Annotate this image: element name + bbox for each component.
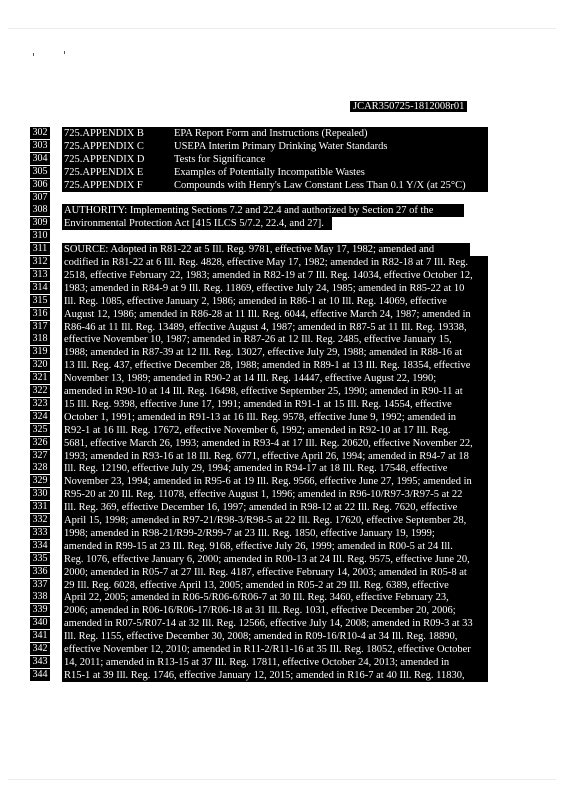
source-line — [0, 540, 566, 553]
source-line — [0, 669, 566, 682]
line-text: R15-1 at 39 Ill. Reg. 1746, effective January 12, 2015; amended in R16-7 at 40 Ill. Reg. 11830, — [62, 669, 488, 682]
line-text — [62, 153, 488, 166]
line-number: 343 — [30, 656, 50, 668]
line-number: 330 — [30, 488, 50, 500]
line-number: 310 — [30, 230, 50, 242]
line-number: 315 — [30, 295, 50, 307]
line-text: Environmental Protection Act [415 ILCS 5/7.2, 22.4, and 27]. — [62, 217, 332, 230]
source-line — [0, 501, 566, 514]
line-number: 333 — [30, 527, 50, 539]
line-number: 328 — [30, 462, 50, 474]
line-text: R92-1 at 16 Ill. Reg. 17672, effective November 6, 1992; amended in R92-10 at 17 Ill. Reg. — [62, 424, 488, 437]
line-text: SOURCE: Adopted in R81-22 at 5 Ill. Reg. 9781, effective May 17, 1982; amended and — [62, 243, 470, 256]
source-line — [0, 346, 566, 359]
line-text: Reg. 1076, effective January 6, 2000; amended in R00-13 at 24 Ill. Reg. 9575, effective June 20, — [62, 553, 488, 566]
line-text: Ill. Reg. 1155, effective December 30, 2008; amended in R09-16/R10-4 at 34 Ill. Reg. 18890, — [62, 630, 488, 643]
line-number: 337 — [30, 579, 50, 591]
line-number: 335 — [30, 553, 50, 565]
line-text — [62, 179, 488, 192]
source-line — [0, 488, 566, 501]
line-number: 332 — [30, 514, 50, 526]
source-line — [0, 462, 566, 475]
line-text: 2000; amended in R05-7 at 27 Ill. Reg. 4187, effective February 14, 2003; amended in R05-8 at — [62, 566, 488, 579]
scan-speck — [64, 51, 65, 54]
blank-line — [0, 192, 566, 205]
source-line — [0, 269, 566, 282]
top-divider — [8, 28, 556, 29]
line-number: 336 — [30, 566, 50, 578]
source-line — [0, 643, 566, 656]
line-text: 1983; amended in R84-9 at 9 Ill. Reg. 11869, effective July 24, 1985; amended in R85-22 at 10 — [62, 282, 488, 295]
line-number: 318 — [30, 333, 50, 345]
appendix-row — [0, 179, 566, 192]
line-text: 1993; amended in R93-16 at 18 Ill. Reg. 6771, effective April 26, 1994; amended in R94-7 at 18 — [62, 450, 488, 463]
line-number: 329 — [30, 475, 50, 487]
source-line — [0, 424, 566, 437]
line-number: 306 — [30, 179, 50, 191]
line-text: April 22, 2005; amended in R06-5/R06-6/R06-7 at 30 Ill. Reg. 3460, effective February 23, — [62, 591, 488, 604]
appendix-reference: 725.APPENDIX F — [64, 179, 143, 191]
line-text: amended in R90-10 at 14 Ill. Reg. 16498, effective September 25, 1990; amended in R90-11 at — [62, 385, 488, 398]
line-text: codified in R81-22 at 6 Ill. Reg. 4828, effective May 17, 1982; amended in R82-18 at 7 Ill. Reg. — [62, 256, 488, 269]
bottom-divider — [8, 779, 556, 780]
source-line — [0, 333, 566, 346]
line-text — [62, 140, 488, 153]
line-number: 302 — [30, 127, 50, 139]
line-text: amended in R07-5/R07-14 at 32 Ill. Reg. 12566, effective July 14, 2008; amended in R09-3 at 33 — [62, 617, 488, 630]
source-line — [0, 243, 566, 256]
line-number: 313 — [30, 269, 50, 281]
appendix-reference: 725.APPENDIX B — [64, 128, 144, 139]
line-text: April 15, 1998; amended in R97-21/R98-3/R98-5 at 22 Ill. Reg. 17620, effective September 28, — [62, 514, 488, 527]
line-text: October 1, 1991; amended in R91-13 at 16 Ill. Reg. 9578, effective June 9, 1992; amended in — [62, 411, 488, 424]
line-number: 331 — [30, 501, 50, 513]
source-line — [0, 256, 566, 269]
authority-line — [0, 204, 566, 217]
source-line — [0, 617, 566, 630]
line-number: 304 — [30, 153, 50, 165]
line-text: 1998; amended in R98-21/R99-2/R99-7 at 23 Ill. Reg. 1850, effective January 19, 1999; — [62, 527, 488, 540]
appendix-row — [0, 153, 566, 166]
source-line — [0, 527, 566, 540]
source-line — [0, 553, 566, 566]
line-text: 2518, effective February 22, 1983; amended in R82-19 at 7 Ill. Reg. 14034, effective October 12, — [62, 269, 488, 282]
line-number: 321 — [30, 372, 50, 384]
line-text: November 13, 1989; amended in R90-2 at 14 Ill. Reg. 14447, effective August 22, 1990; — [62, 372, 488, 385]
line-text: AUTHORITY: Implementing Sections 7.2 and 22.4 and authorized by Section 27 of the — [62, 204, 464, 217]
source-line — [0, 591, 566, 604]
source-line — [0, 295, 566, 308]
line-number: 317 — [30, 321, 50, 333]
line-number: 314 — [30, 282, 50, 294]
line-number: 324 — [30, 411, 50, 423]
line-number: 320 — [30, 359, 50, 371]
line-number: 342 — [30, 643, 50, 655]
line-text: 1988; amended in R87-39 at 12 Ill. Reg. 13027, effective July 29, 1988; amended in R88-16 at — [62, 346, 488, 359]
line-number: 322 — [30, 385, 50, 397]
appendix-title: Tests for Significance — [174, 153, 266, 165]
line-text: 15 Ill. Reg. 9398, effective June 17, 1991; amended in R91-1 at 15 Ill. Reg. 14554, effective — [62, 398, 488, 411]
line-number: 311 — [30, 243, 50, 255]
appendix-title: Examples of Potentially Incompatible Wastes — [174, 166, 365, 178]
line-text: Ill. Reg. 12190, effective July 29, 1994; amended in R94-17 at 18 Ill. Reg. 17548, effective — [62, 462, 488, 475]
line-text: 14, 2011; amended in R13-15 at 37 Ill. Reg. 17811, effective October 24, 2013; amended in — [62, 656, 488, 669]
line-text: 13 Ill. Reg. 437, effective December 28, 1988; amended in R89-1 at 13 Ill. Reg. 18354, effective — [62, 359, 488, 372]
line-text — [62, 127, 488, 140]
line-number: 326 — [30, 437, 50, 449]
line-number: 319 — [30, 346, 50, 358]
appendix-row — [0, 140, 566, 153]
source-line — [0, 514, 566, 527]
line-text: November 23, 1994; amended in R95-6 at 19 Ill. Reg. 9566, effective June 27, 1995; amended in — [62, 475, 488, 488]
line-text: R95-20 at 20 Ill. Reg. 11078, effective August 1, 1996; amended in R96-10/R97-3/R97-5 at 22 — [62, 488, 488, 501]
line-number: 312 — [30, 256, 50, 268]
blank-line — [0, 230, 566, 243]
document-id: JCAR350725-1812008r01 — [350, 101, 467, 112]
appendix-row — [0, 166, 566, 179]
line-number: 341 — [30, 630, 50, 642]
source-line — [0, 398, 566, 411]
source-line — [0, 411, 566, 424]
line-number: 309 — [30, 217, 50, 229]
line-number: 334 — [30, 540, 50, 552]
line-text — [62, 166, 488, 179]
line-number: 323 — [30, 398, 50, 410]
line-text: amended in R99-15 at 23 Ill. Reg. 9168, effective July 26, 1999; amended in R00-5 at 24 Ill. — [62, 540, 488, 553]
appendix-reference: 725.APPENDIX C — [64, 140, 144, 152]
line-number: 305 — [30, 166, 50, 178]
line-text: 2006; amended in R06-16/R06-17/R06-18 at 31 Ill. Reg. 1031, effective December 20, 2006; — [62, 604, 488, 617]
line-text: 29 Ill. Reg. 6028, effective April 13, 2005; amended in R05-2 at 29 Ill. Reg. 6389, effective — [62, 579, 488, 592]
line-number: 344 — [30, 669, 50, 681]
appendix-title: USEPA Interim Primary Drinking Water Standards — [174, 140, 388, 152]
line-text: August 12, 1986; amended in R86-28 at 11 Ill. Reg. 6044, effective March 24, 1987; amended in — [62, 308, 488, 321]
line-number: 307 — [30, 192, 50, 204]
appendix-title: Compounds with Henry's Law Constant Less Than 0.1 Y/X (at 25°C) — [174, 179, 466, 191]
source-line — [0, 308, 566, 321]
line-text: effective November 12, 2010; amended in R11-2/R11-16 at 35 Ill. Reg. 18052, effective October — [62, 643, 488, 656]
line-number: 308 — [30, 204, 50, 216]
source-line — [0, 604, 566, 617]
source-line — [0, 630, 566, 643]
line-text: R86-46 at 11 Ill. Reg. 13489, effective August 4, 1987; amended in R87-5 at 11 Ill. Reg. 19338, — [62, 321, 488, 334]
source-line — [0, 566, 566, 579]
appendix-row — [0, 127, 566, 140]
appendix-reference: 725.APPENDIX E — [64, 166, 144, 178]
source-line — [0, 372, 566, 385]
line-number: 338 — [30, 591, 50, 603]
line-text: 5681, effective March 26, 1993; amended in R93-4 at 17 Ill. Reg. 20620, effective November 22, — [62, 437, 488, 450]
line-number: 325 — [30, 424, 50, 436]
source-line — [0, 437, 566, 450]
source-line — [0, 579, 566, 592]
line-text: effective November 10, 1987; amended in R87-26 at 12 Ill. Reg. 2485, effective January 15, — [62, 333, 488, 346]
line-text: Ill. Reg. 1085, effective January 2, 1986; amended in R86-1 at 10 Ill. Reg. 14069, effective — [62, 295, 488, 308]
appendix-reference: 725.APPENDIX D — [64, 153, 145, 165]
source-line — [0, 385, 566, 398]
line-number: 327 — [30, 450, 50, 462]
source-line — [0, 321, 566, 334]
line-text: Ill. Reg. 369, effective December 16, 1997; amended in R98-12 at 22 Ill. Reg. 7620, effective — [62, 501, 488, 514]
scan-speck — [33, 53, 34, 56]
source-line — [0, 450, 566, 463]
line-number: 316 — [30, 308, 50, 320]
appendix-title: EPA Report Form and Instructions (Repealed) — [174, 128, 368, 139]
line-number: 339 — [30, 604, 50, 616]
source-line — [0, 656, 566, 669]
source-line — [0, 359, 566, 372]
source-line — [0, 475, 566, 488]
authority-line — [0, 217, 566, 230]
line-number: 303 — [30, 140, 50, 152]
source-line — [0, 282, 566, 295]
line-number: 340 — [30, 617, 50, 629]
